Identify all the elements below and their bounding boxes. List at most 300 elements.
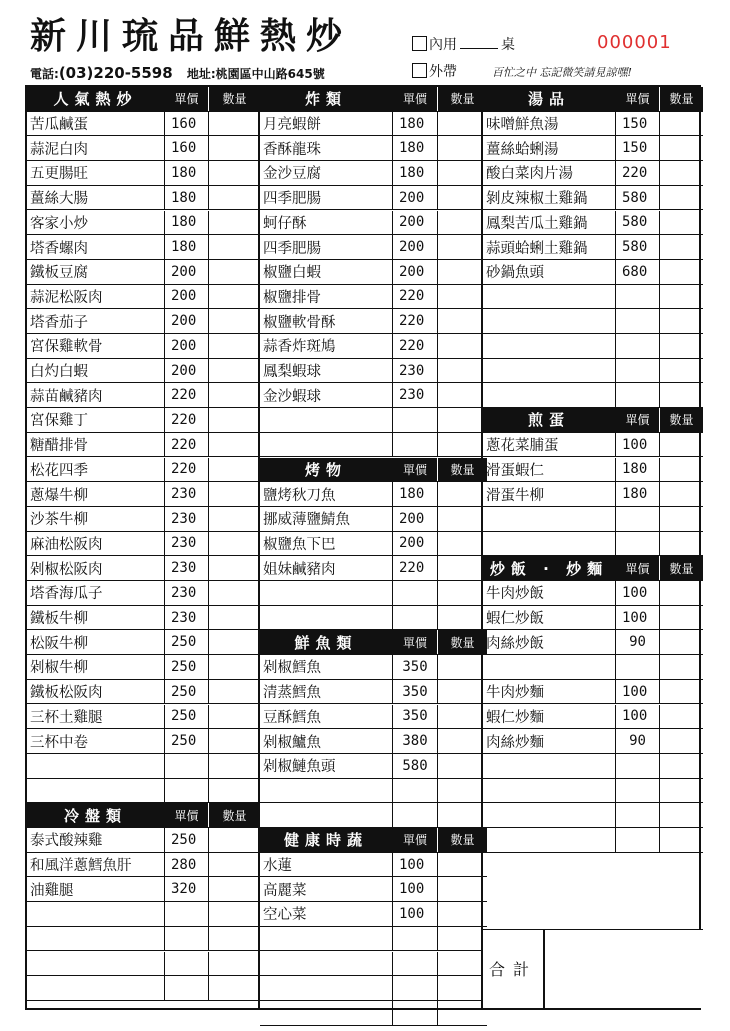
price-header: 單價 xyxy=(616,408,660,432)
section-header xyxy=(27,803,260,828)
quantity-cell[interactable] xyxy=(438,334,487,358)
menu-item-name: 牛肉炒麵 xyxy=(483,680,616,704)
quantity-cell[interactable] xyxy=(438,285,487,309)
menu-item-price: 200 xyxy=(393,532,438,556)
menu-item-price: 100 xyxy=(616,705,660,729)
menu-item-price: 180 xyxy=(165,235,209,259)
menu-item-price: 100 xyxy=(616,581,660,605)
quantity-cell[interactable] xyxy=(438,680,487,704)
quantity-cell[interactable] xyxy=(209,779,260,803)
menu-item-row xyxy=(260,112,487,137)
menu-item-name xyxy=(27,927,165,951)
quantity-cell[interactable] xyxy=(209,655,260,679)
menu-item-price: 230 xyxy=(393,383,438,407)
quantity-cell[interactable] xyxy=(438,482,487,506)
quantity-cell[interactable] xyxy=(660,803,703,827)
quantity-cell[interactable] xyxy=(209,853,260,877)
quantity-cell[interactable] xyxy=(438,779,487,803)
quantity-cell[interactable] xyxy=(209,309,260,333)
menu-item-row xyxy=(483,359,703,384)
quantity-cell[interactable] xyxy=(660,235,703,259)
menu-item-row xyxy=(27,186,260,211)
menu-item-price xyxy=(393,581,438,605)
menu-item-price: 180 xyxy=(616,482,660,506)
section-title: 人氣熱炒 xyxy=(27,87,165,111)
menu-item-row xyxy=(260,482,487,507)
menu-item-price xyxy=(393,976,438,1000)
qty-header: 數量 xyxy=(660,556,703,580)
quantity-cell[interactable] xyxy=(209,482,260,506)
quantity-cell[interactable] xyxy=(438,136,487,160)
quantity-cell[interactable] xyxy=(209,136,260,160)
menu-item-row xyxy=(483,482,703,507)
menu-item-name: 塔香海瓜子 xyxy=(27,581,165,605)
menu-item-price: 180 xyxy=(165,211,209,235)
menu-item-name: 宮保雞丁 xyxy=(27,408,165,432)
menu-item-price: 160 xyxy=(165,112,209,136)
quantity-cell[interactable] xyxy=(438,754,487,778)
menu-item-name xyxy=(260,433,393,457)
menu-item-row xyxy=(260,408,487,433)
quantity-cell[interactable] xyxy=(660,334,703,358)
menu-item-row xyxy=(483,729,703,754)
quantity-cell[interactable] xyxy=(209,359,260,383)
menu-item-row xyxy=(260,260,487,285)
quantity-cell[interactable] xyxy=(438,927,487,951)
quantity-cell[interactable] xyxy=(438,655,487,679)
qty-header: 數量 xyxy=(438,828,487,852)
menu-item-price: 220 xyxy=(393,334,438,358)
menu-item-name xyxy=(27,902,165,926)
menu-item-price: 200 xyxy=(393,235,438,259)
quantity-cell[interactable] xyxy=(438,433,487,457)
quantity-cell[interactable] xyxy=(438,161,487,185)
takeout-checkbox[interactable] xyxy=(412,63,427,78)
quantity-cell[interactable] xyxy=(438,211,487,235)
menu-item-price xyxy=(165,976,209,1000)
menu-item-row xyxy=(27,482,260,507)
menu-item-row xyxy=(260,334,487,359)
menu-item-name xyxy=(260,952,393,976)
quantity-cell[interactable] xyxy=(660,383,703,407)
menu-item-price xyxy=(616,779,660,803)
menu-item-row xyxy=(483,260,703,285)
quantity-cell[interactable] xyxy=(660,581,703,605)
menu-item-row xyxy=(260,1001,487,1026)
quantity-cell[interactable] xyxy=(209,211,260,235)
menu-item-price xyxy=(165,754,209,778)
menu-item-row xyxy=(483,334,703,359)
menu-item-row xyxy=(483,112,703,137)
quantity-cell[interactable] xyxy=(660,754,703,778)
menu-item-price xyxy=(165,952,209,976)
quantity-cell[interactable] xyxy=(209,729,260,753)
quantity-cell[interactable] xyxy=(438,507,487,531)
quantity-cell[interactable] xyxy=(438,359,487,383)
menu-item-price xyxy=(616,334,660,358)
menu-item-name: 椒鹽白蝦 xyxy=(260,260,393,284)
menu-item-price: 180 xyxy=(165,161,209,185)
menu-item-name: 油雞腿 xyxy=(27,877,165,901)
quantity-cell[interactable] xyxy=(660,606,703,630)
menu-item-row xyxy=(27,383,260,408)
menu-item-row xyxy=(260,952,487,977)
quantity-cell[interactable] xyxy=(660,680,703,704)
menu-item-price xyxy=(616,309,660,333)
quantity-cell[interactable] xyxy=(209,952,260,976)
menu-item-price: 150 xyxy=(616,112,660,136)
menu-item-row xyxy=(483,383,703,408)
quantity-cell[interactable] xyxy=(209,556,260,580)
total-box xyxy=(481,929,703,1008)
menu-item-row xyxy=(27,779,260,804)
quantity-cell[interactable] xyxy=(438,705,487,729)
menu-item-row xyxy=(483,581,703,606)
quantity-cell[interactable] xyxy=(209,383,260,407)
price-header: 單價 xyxy=(616,87,660,111)
quantity-cell[interactable] xyxy=(209,606,260,630)
menu-item-row xyxy=(483,309,703,334)
quantity-cell[interactable] xyxy=(660,260,703,284)
quantity-cell[interactable] xyxy=(660,186,703,210)
menu-item-name xyxy=(260,408,393,432)
quantity-cell[interactable] xyxy=(209,630,260,654)
menu-item-row xyxy=(27,532,260,557)
quantity-cell[interactable] xyxy=(660,507,703,531)
menu-item-price xyxy=(616,383,660,407)
menu-item-price xyxy=(393,1001,438,1025)
menu-item-name xyxy=(483,285,616,309)
menu-item-row xyxy=(260,309,487,334)
menu-item-price: 150 xyxy=(616,136,660,160)
menu-item-name: 蒜泥松阪肉 xyxy=(27,285,165,309)
menu-item-price: 100 xyxy=(393,877,438,901)
quantity-cell[interactable] xyxy=(209,705,260,729)
menu-item-row xyxy=(483,186,703,211)
quantity-cell[interactable] xyxy=(660,729,703,753)
menu-item-name xyxy=(27,952,165,976)
menu-item-row xyxy=(260,877,487,902)
menu-item-price: 280 xyxy=(165,853,209,877)
menu-item-name: 味噌鮮魚湯 xyxy=(483,112,616,136)
menu-item-name: 清蒸鱈魚 xyxy=(260,680,393,704)
section-header xyxy=(483,87,703,112)
menu-item-price xyxy=(393,779,438,803)
quantity-cell[interactable] xyxy=(438,556,487,580)
menu-item-row xyxy=(260,803,487,828)
menu-item-name: 薑絲蛤蜊湯 xyxy=(483,136,616,160)
quantity-cell[interactable] xyxy=(209,927,260,951)
section-header xyxy=(260,630,487,655)
phone-label: 電話: xyxy=(30,67,59,81)
price-header: 單價 xyxy=(165,87,209,111)
menu-item-price xyxy=(616,285,660,309)
menu-item-row xyxy=(27,556,260,581)
menu-item-price: 180 xyxy=(616,458,660,482)
quantity-cell[interactable] xyxy=(660,458,703,482)
menu-item-name: 泰式酸辣雞 xyxy=(27,828,165,852)
price-header: 單價 xyxy=(616,556,660,580)
order-sheet xyxy=(25,85,701,1010)
qty-header: 數量 xyxy=(660,87,703,111)
quantity-cell[interactable] xyxy=(209,112,260,136)
menu-item-name: 四季肥腸 xyxy=(260,186,393,210)
menu-item-name xyxy=(27,976,165,1000)
menu-item-name: 鐵板牛柳 xyxy=(27,606,165,630)
quantity-cell[interactable] xyxy=(438,902,487,926)
menu-item-price: 580 xyxy=(616,235,660,259)
menu-item-name: 三杯土雞腿 xyxy=(27,705,165,729)
quantity-cell[interactable] xyxy=(209,680,260,704)
menu-item-row xyxy=(483,606,703,631)
menu-item-price: 230 xyxy=(393,359,438,383)
menu-item-name xyxy=(260,581,393,605)
menu-item-price: 220 xyxy=(165,383,209,407)
menu-item-row xyxy=(27,334,260,359)
menu-item-price xyxy=(616,828,660,852)
dine-in-option[interactable] xyxy=(412,34,515,54)
quantity-cell[interactable] xyxy=(438,383,487,407)
quantity-cell[interactable] xyxy=(209,532,260,556)
takeout-label: 外帶 xyxy=(429,64,457,80)
quantity-cell[interactable] xyxy=(660,630,703,654)
menu-item-price: 160 xyxy=(165,136,209,160)
quantity-cell[interactable] xyxy=(209,186,260,210)
quantity-cell[interactable] xyxy=(660,482,703,506)
section-header xyxy=(260,87,487,112)
menu-item-row xyxy=(27,952,260,977)
menu-item-row xyxy=(483,655,703,680)
menu-item-price: 230 xyxy=(165,556,209,580)
quantity-cell[interactable] xyxy=(660,705,703,729)
menu-item-price xyxy=(616,507,660,531)
quantity-cell[interactable] xyxy=(438,1001,487,1025)
menu-column xyxy=(260,87,487,1008)
takeout-option[interactable] xyxy=(412,61,457,81)
menu-item-row xyxy=(260,556,487,581)
column-divider xyxy=(258,87,260,1008)
serial-number: 000001 xyxy=(597,32,672,53)
section-title: 炒飯 · 炒麵 xyxy=(483,556,616,580)
menu-item-row xyxy=(483,507,703,532)
quantity-cell[interactable] xyxy=(660,828,703,852)
table-number-blank[interactable] xyxy=(460,37,498,49)
quantity-cell[interactable] xyxy=(438,112,487,136)
menu-item-name xyxy=(483,828,616,852)
menu-item-row xyxy=(483,211,703,236)
menu-item-name xyxy=(260,779,393,803)
menu-item-row xyxy=(27,754,260,779)
menu-item-name: 酸白菜肉片湯 xyxy=(483,161,616,185)
menu-item-row xyxy=(260,729,487,754)
menu-item-name: 蝦仁炒麵 xyxy=(483,705,616,729)
menu-item-name xyxy=(483,383,616,407)
menu-item-name: 蒜頭蛤蜊土雞鍋 xyxy=(483,235,616,259)
menu-item-name: 椒鹽魚下巴 xyxy=(260,532,393,556)
quantity-cell[interactable] xyxy=(209,334,260,358)
menu-item-row xyxy=(27,285,260,310)
quantity-cell[interactable] xyxy=(438,853,487,877)
quantity-cell[interactable] xyxy=(209,285,260,309)
quantity-cell[interactable] xyxy=(438,976,487,1000)
menu-item-price xyxy=(393,927,438,951)
qty-header: 數量 xyxy=(660,408,703,432)
menu-item-price: 200 xyxy=(165,359,209,383)
menu-item-row xyxy=(27,902,260,927)
menu-item-row xyxy=(27,853,260,878)
price-header: 單價 xyxy=(393,458,438,482)
quantity-cell[interactable] xyxy=(209,976,260,1000)
menu-item-row xyxy=(27,260,260,285)
menu-item-name: 牛肉炒飯 xyxy=(483,581,616,605)
menu-item-row xyxy=(27,408,260,433)
quantity-cell[interactable] xyxy=(209,828,260,852)
menu-item-name: 三杯中卷 xyxy=(27,729,165,753)
quantity-cell[interactable] xyxy=(209,507,260,531)
menu-item-name: 剁椒松阪肉 xyxy=(27,556,165,580)
quantity-cell[interactable] xyxy=(660,136,703,160)
menu-item-name: 蒜香炸斑鳩 xyxy=(260,334,393,358)
menu-item-name xyxy=(483,359,616,383)
menu-item-name: 宮保雞軟骨 xyxy=(27,334,165,358)
menu-item-price: 90 xyxy=(616,729,660,753)
menu-item-name: 剁椒鱸魚 xyxy=(260,729,393,753)
menu-item-row xyxy=(260,161,487,186)
quantity-cell[interactable] xyxy=(209,902,260,926)
menu-item-row xyxy=(260,507,487,532)
dine-in-checkbox[interactable] xyxy=(412,36,427,51)
quantity-cell[interactable] xyxy=(660,285,703,309)
menu-item-price xyxy=(616,754,660,778)
menu-item-price: 230 xyxy=(165,581,209,605)
menu-item-price: 250 xyxy=(165,705,209,729)
menu-item-row xyxy=(260,754,487,779)
column-divider xyxy=(481,87,483,1008)
menu-item-row xyxy=(483,136,703,161)
quantity-cell[interactable] xyxy=(438,235,487,259)
quantity-cell[interactable] xyxy=(209,161,260,185)
menu-item-price: 200 xyxy=(393,507,438,531)
menu-item-row xyxy=(260,853,487,878)
menu-item-row xyxy=(483,235,703,260)
menu-item-price: 580 xyxy=(393,754,438,778)
quantity-cell[interactable] xyxy=(438,581,487,605)
quantity-cell[interactable] xyxy=(438,952,487,976)
menu-item-name: 鹽烤秋刀魚 xyxy=(260,482,393,506)
menu-item-price: 220 xyxy=(393,556,438,580)
menu-item-price: 200 xyxy=(165,285,209,309)
quantity-cell[interactable] xyxy=(209,877,260,901)
total-value-cell[interactable] xyxy=(545,930,703,1008)
menu-item-row xyxy=(483,161,703,186)
menu-item-name: 苦瓜鹹蛋 xyxy=(27,112,165,136)
menu-column xyxy=(27,87,260,1008)
menu-item-name: 五更腸旺 xyxy=(27,161,165,185)
quantity-cell[interactable] xyxy=(438,803,487,827)
menu-item-price: 100 xyxy=(616,433,660,457)
quantity-cell[interactable] xyxy=(438,877,487,901)
menu-item-row xyxy=(260,606,487,631)
menu-item-name: 鐵板豆腐 xyxy=(27,260,165,284)
quantity-cell[interactable] xyxy=(209,581,260,605)
menu-item-price: 200 xyxy=(393,260,438,284)
menu-item-price xyxy=(393,408,438,432)
quantity-cell[interactable] xyxy=(209,408,260,432)
menu-item-row xyxy=(27,705,260,730)
menu-item-price: 580 xyxy=(616,211,660,235)
quantity-cell[interactable] xyxy=(660,112,703,136)
menu-item-name: 月亮蝦餅 xyxy=(260,112,393,136)
quantity-cell[interactable] xyxy=(438,186,487,210)
menu-item-name xyxy=(260,606,393,630)
quantity-cell[interactable] xyxy=(209,260,260,284)
menu-item-row xyxy=(483,630,703,655)
quantity-cell[interactable] xyxy=(438,260,487,284)
menu-item-row xyxy=(260,433,487,458)
quantity-cell[interactable] xyxy=(209,754,260,778)
menu-item-name: 塔香螺肉 xyxy=(27,235,165,259)
quantity-cell[interactable] xyxy=(660,359,703,383)
menu-item-price: 100 xyxy=(393,853,438,877)
menu-item-row xyxy=(27,655,260,680)
quantity-cell[interactable] xyxy=(660,211,703,235)
menu-item-price: 180 xyxy=(393,136,438,160)
menu-item-row xyxy=(27,211,260,236)
menu-item-row xyxy=(27,927,260,952)
quantity-cell[interactable] xyxy=(660,779,703,803)
section-header xyxy=(483,408,703,433)
menu-item-row xyxy=(260,680,487,705)
quantity-cell[interactable] xyxy=(209,458,260,482)
menu-item-row xyxy=(27,976,260,1001)
menu-item-name: 剁椒鰱魚頭 xyxy=(260,754,393,778)
menu-item-price: 350 xyxy=(393,705,438,729)
menu-item-name xyxy=(260,927,393,951)
quantity-cell[interactable] xyxy=(660,433,703,457)
menu-item-name: 挪威薄鹽鯖魚 xyxy=(260,507,393,531)
menu-item-row xyxy=(260,705,487,730)
quantity-cell[interactable] xyxy=(438,532,487,556)
menu-item-row xyxy=(260,581,487,606)
quantity-cell[interactable] xyxy=(209,235,260,259)
menu-item-name xyxy=(483,754,616,778)
quantity-cell[interactable] xyxy=(438,309,487,333)
quantity-cell[interactable] xyxy=(660,309,703,333)
menu-item-name: 姐妹鹹豬肉 xyxy=(260,556,393,580)
menu-item-price: 230 xyxy=(165,532,209,556)
quantity-cell[interactable] xyxy=(438,729,487,753)
menu-item-name: 金沙豆腐 xyxy=(260,161,393,185)
menu-item-name xyxy=(483,779,616,803)
quantity-cell[interactable] xyxy=(660,161,703,185)
menu-item-row xyxy=(27,136,260,161)
menu-item-row xyxy=(27,680,260,705)
menu-item-price: 250 xyxy=(165,655,209,679)
quantity-cell[interactable] xyxy=(660,655,703,679)
menu-item-row xyxy=(483,705,703,730)
section-title: 烤物 xyxy=(260,458,393,482)
quantity-cell[interactable] xyxy=(438,606,487,630)
menu-item-name: 金沙蝦球 xyxy=(260,383,393,407)
menu-item-price xyxy=(165,902,209,926)
menu-item-row xyxy=(483,779,703,804)
menu-item-price: 180 xyxy=(393,112,438,136)
quantity-cell[interactable] xyxy=(209,433,260,457)
quantity-cell[interactable] xyxy=(660,532,703,556)
menu-item-name: 空心菜 xyxy=(260,902,393,926)
menu-item-price: 320 xyxy=(165,877,209,901)
quantity-cell[interactable] xyxy=(438,408,487,432)
